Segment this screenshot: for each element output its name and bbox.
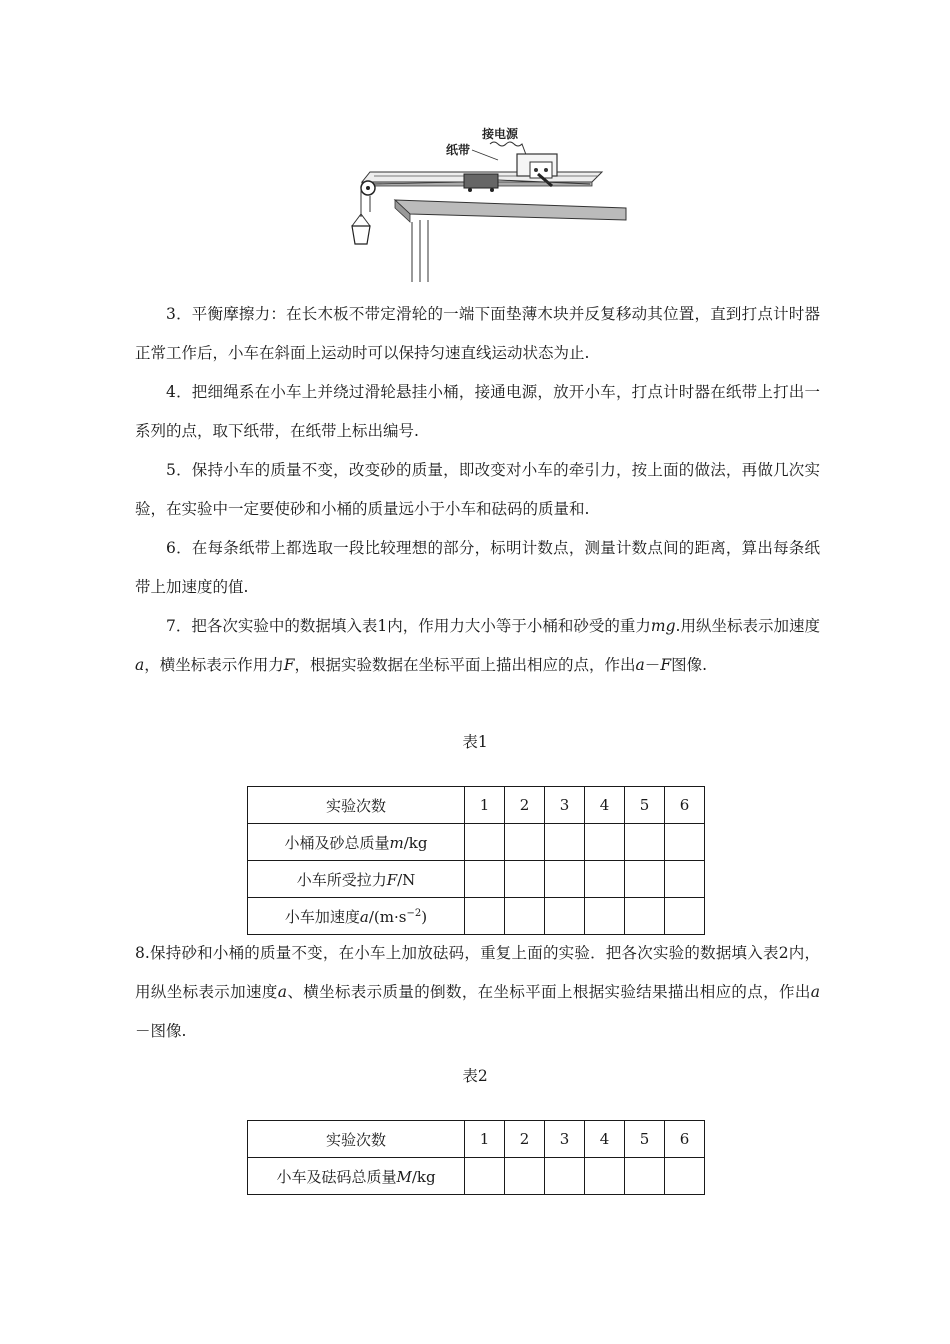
table-row [248, 1121, 705, 1158]
table-row [248, 898, 705, 935]
table2-col-4: 4 [585, 1121, 625, 1158]
step-3: 3．平衡摩擦力：在长木板不带定滑轮的一端下面垫薄木块并反复移动其位置，直到打点计时器正常工作后，小车在斜面上运动时可以保持匀速直线运动状态为止. [135, 305, 820, 362]
table-row [248, 787, 705, 824]
tape-pointer [472, 150, 498, 160]
table1-row-mass: 小桶及砂总质量m/kg [248, 824, 465, 861]
table2-col-3: 3 [545, 1121, 585, 1158]
table2-row-mass: 小车及砝码总质量M/kg [248, 1158, 465, 1195]
label-tape: 纸带 [446, 143, 471, 157]
bucket [352, 226, 370, 244]
table2-col-5: 5 [625, 1121, 665, 1158]
table1-col-2: 2 [505, 787, 545, 824]
table1-row-force: 小车所受拉力F/N [248, 861, 465, 898]
table1-col-4: 4 [585, 787, 625, 824]
table2-header: 实验次数 [248, 1121, 465, 1158]
cart [464, 174, 498, 188]
table1-caption: 表1 [462, 733, 488, 751]
table-2 [247, 1120, 705, 1195]
table1-col-6: 6 [665, 787, 705, 824]
table1-col-1: 1 [465, 787, 505, 824]
step-7: 7．把各次实验中的数据填入表1内，作用力大小等于小桶和砂受的重力mg.用纵坐标表示加速度a，横坐标表示作用力F，根据实验数据在坐标平面上描出相应的点，作出a－F图像. [135, 617, 820, 674]
table1-row-acc: 小车加速度$a/(m\cdot s^{-2})$ [248, 898, 465, 935]
apparatus-figure [340, 122, 640, 292]
step-5: 5．保持小车的质量不变，改变砂的质量，即改变对小车的牵引力，按上面的做法，再做几次实验，在实验中一定要使砂和小桶的质量远小于小车和砝码的质量和. [135, 461, 820, 518]
label-power: 接电源 [482, 127, 519, 141]
table-top [395, 200, 626, 220]
table-row [248, 861, 705, 898]
table1-col-3: 3 [545, 787, 585, 824]
table2-col-2: 2 [505, 1121, 545, 1158]
table1-col-5: 5 [625, 787, 665, 824]
table2-col-1: 1 [465, 1121, 505, 1158]
step-8: 8.保持砂和小桶的质量不变，在小车上加放砝码，重复上面的实验．把各次实验的数据填入表2内，用纵坐标表示加速度a、横坐标表示质量的倒数，在坐标平面上根据实验结果描出相应的点，作出a－图像. [135, 944, 820, 1040]
table-1 [247, 786, 705, 935]
table1-header: 实验次数 [248, 787, 465, 824]
step-4: 4．把细绳系在小车上并绕过滑轮悬挂小桶，接通电源，放开小车，打点计时器在纸带上打出一系列的点，取下纸带，在纸带上标出编号. [135, 383, 820, 440]
table2-col-6: 6 [665, 1121, 705, 1158]
table-row [248, 1158, 705, 1195]
step-6: 6．在每条纸带上都选取一段比较理想的部分，标明计数点，测量计数点间的距离，算出每条纸带上加速度的值. [135, 539, 820, 596]
table2-caption: 表2 [462, 1067, 488, 1085]
table-row [248, 824, 705, 861]
